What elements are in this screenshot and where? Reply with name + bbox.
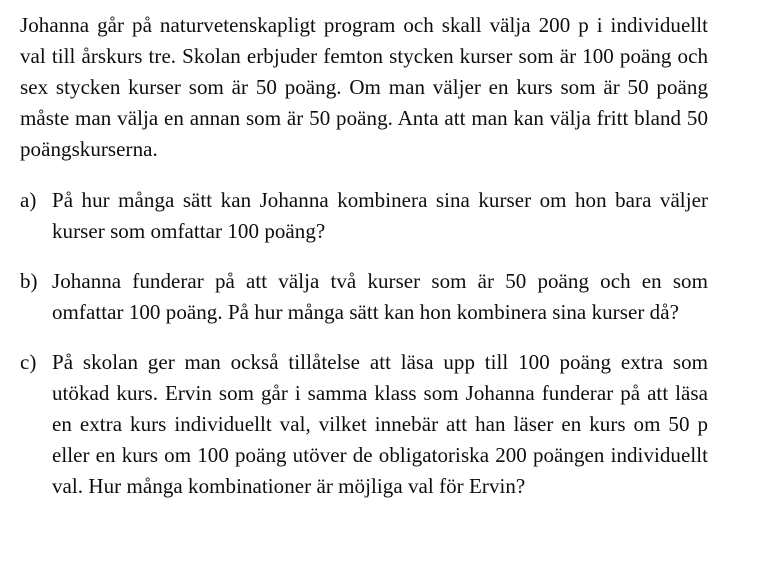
problem-item-a (20, 185, 708, 247)
problem-text-b: Johanna funderar på att välja två kurser som är 50 poäng och en som omfattar 100 poäng. På hur många sätt kan hon kombinera sina kurser då? (52, 269, 708, 324)
problem-list (20, 185, 708, 502)
problem-text-a: På hur många sätt kan Johanna kombinera sina kurser om hon bara väljer kurser som omfattar 100 poäng? (52, 188, 708, 243)
problem-marker-a: a) (20, 188, 37, 212)
problem-marker-c: c) (20, 350, 37, 374)
problem-item-b (20, 266, 708, 328)
problem-text-c: På skolan ger man också tillåtelse att läsa upp till 100 poäng extra som utökad kurs. Ervin som går i samma klass som Johanna funderar på att läsa en extra kurs individuellt val, vilket innebär att han läser en kurs om 50 p eller en kurs om 100 poäng utöver de obligatoriska 200 poängen individuellt val. Hur många kombinationer är möjliga val för Ervin? (52, 350, 708, 498)
problem-item-c (20, 347, 708, 502)
problem-marker-b: b) (20, 269, 38, 293)
intro-paragraph: Johanna går på naturvetenskapligt program och skall välja 200 p i individuellt val till årskurs tre. Skolan erbjuder femton stycken kurser som är 100 poäng och sex stycken kurser som är 50 poäng. Om man väljer en kurs som är 50 poäng måste man välja en annan som är 50 poäng. Anta att man kan välja fritt bland 50 poängskurserna. (20, 13, 708, 161)
